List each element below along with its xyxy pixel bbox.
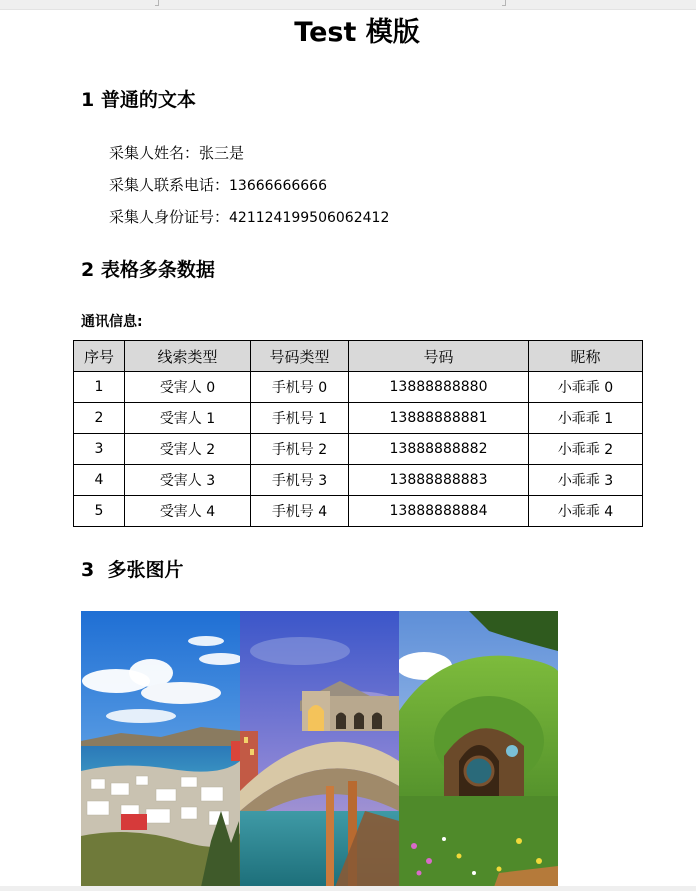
collector-id-line <box>109 207 389 228</box>
table-cell: 5 <box>74 496 125 527</box>
table-cell: 小乖乖 0 <box>529 372 643 403</box>
table-cell: 受害人 4 <box>125 496 251 527</box>
field-value: 13666666666 <box>229 178 327 194</box>
table-cell: 1 <box>74 372 125 403</box>
table-cell: 受害人 2 <box>125 434 251 465</box>
image-gallery <box>81 611 558 887</box>
table-row <box>74 372 643 403</box>
table-cell: 小乖乖 3 <box>529 465 643 496</box>
table-cell: 13888888884 <box>349 496 529 527</box>
hobbit-house-photo <box>399 611 558 887</box>
table-row <box>74 496 643 527</box>
ruler-bar <box>0 0 696 10</box>
margin-mark-right <box>502 0 506 6</box>
table-cell: 小乖乖 1 <box>529 403 643 434</box>
table-cell: 手机号 3 <box>251 465 349 496</box>
table-cell: 手机号 4 <box>251 496 349 527</box>
margin-mark-left <box>155 0 159 6</box>
table-caption: 通讯信息: <box>81 314 143 330</box>
column-header: 号码 <box>349 341 529 372</box>
table-cell: 手机号 2 <box>251 434 349 465</box>
table-cell: 受害人 3 <box>125 465 251 496</box>
field-label: 采集人姓名： <box>109 144 200 162</box>
table-cell: 3 <box>74 434 125 465</box>
column-header: 线索类型 <box>125 341 251 372</box>
table-cell: 小乖乖 2 <box>529 434 643 465</box>
collector-phone-line <box>109 175 327 196</box>
column-header: 昵称 <box>529 341 643 372</box>
table-header-row <box>74 341 643 372</box>
field-label: 采集人身份证号： <box>109 208 230 226</box>
table-cell: 13888888883 <box>349 465 529 496</box>
table-cell: 手机号 0 <box>251 372 349 403</box>
bridge-photo <box>240 611 399 887</box>
table-row <box>74 434 643 465</box>
table-cell: 4 <box>74 465 125 496</box>
table-row <box>74 403 643 434</box>
table-row <box>74 465 643 496</box>
table-cell: 13888888881 <box>349 403 529 434</box>
table-cell: 小乖乖 4 <box>529 496 643 527</box>
table-cell: 受害人 1 <box>125 403 251 434</box>
contact-table <box>73 340 643 527</box>
section-3-heading: 3 多张图片 <box>81 559 184 581</box>
table-cell: 13888888882 <box>349 434 529 465</box>
table-cell: 13888888880 <box>349 372 529 403</box>
bottom-bar <box>0 886 696 891</box>
table-cell: 手机号 1 <box>251 403 349 434</box>
table-cell: 2 <box>74 403 125 434</box>
collector-name-line <box>109 143 244 164</box>
field-label: 采集人联系电话： <box>109 176 230 194</box>
field-value: 张三是 <box>199 144 245 162</box>
section-1-heading: 1 普通的文本 <box>81 89 196 111</box>
column-header: 号码类型 <box>251 341 349 372</box>
section-2-heading: 2 表格多条数据 <box>81 259 215 281</box>
table-cell: 受害人 0 <box>125 372 251 403</box>
column-header: 序号 <box>74 341 125 372</box>
document-title: Test 模版 <box>294 17 420 48</box>
coastal-town-photo <box>81 611 240 887</box>
field-value: 421124199506062412 <box>229 210 390 226</box>
